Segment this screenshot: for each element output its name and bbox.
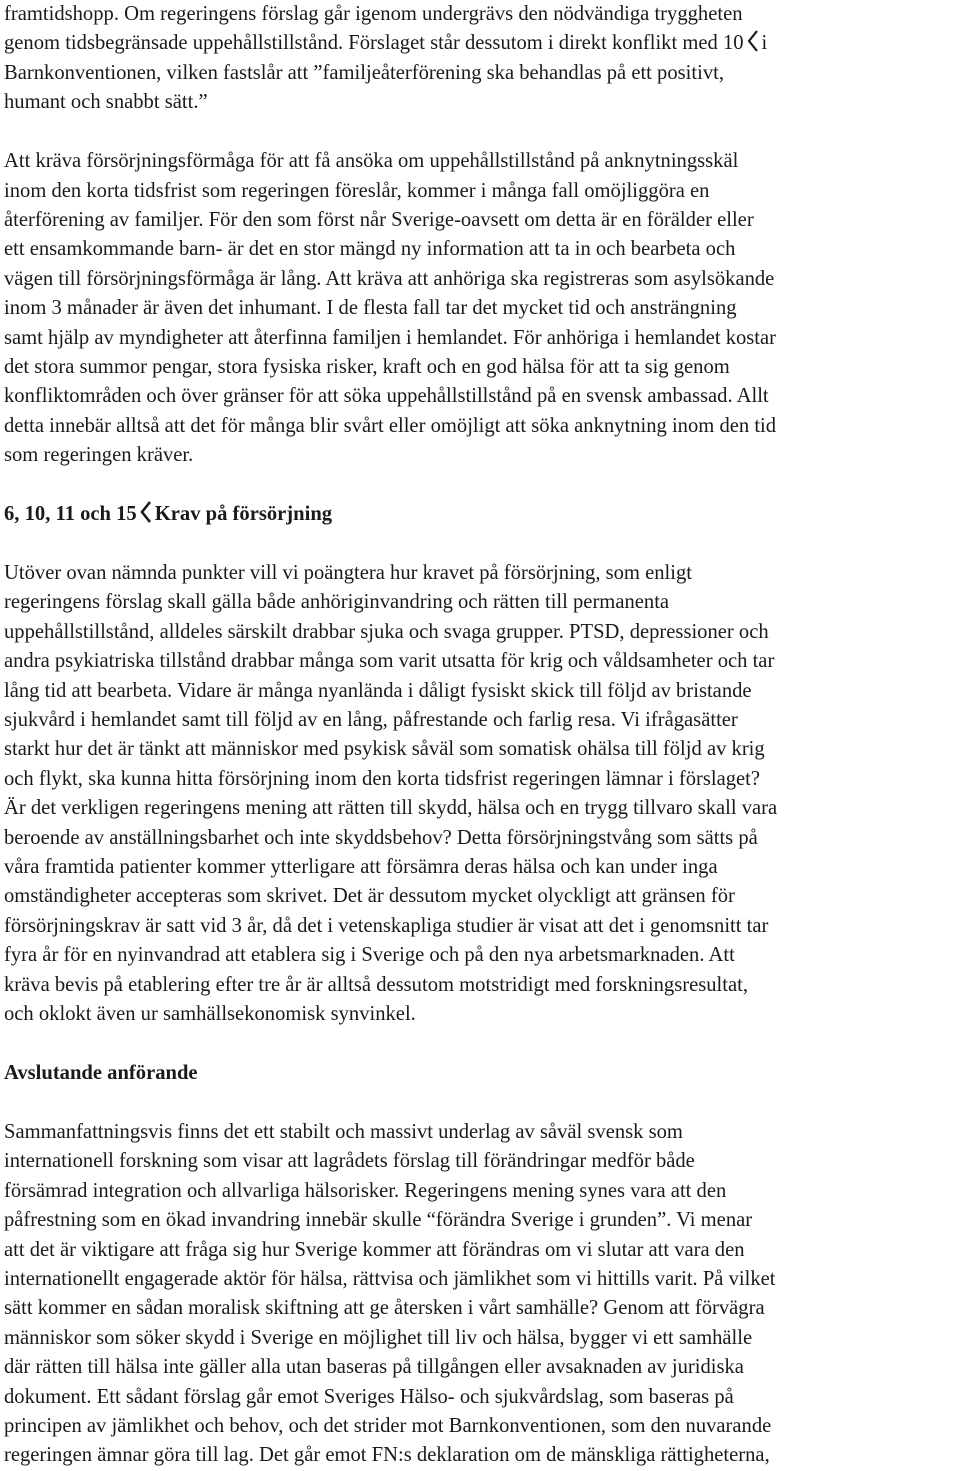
paragraph-support-requirement [4, 559, 958, 1030]
text-line: andra psykiatriska tillstånd drabbar många som varit utsatta för krig och våldsamheter och tar [4, 650, 775, 673]
text-segment: i [761, 32, 768, 55]
text-line: det stora summor pengar, stora fysiska risker, kraft och en god hälsa för att ta sig genom [4, 355, 730, 378]
text-line: internationell forskning som visar att lagrådets förslag till förändringar medför både [4, 1150, 695, 1173]
text-line: inom den korta tidsfrist som regeringen föreslår, kommer i många fall omöjliggöra en [4, 179, 710, 202]
text-line: humant och snabbt sätt.” [4, 91, 208, 114]
text-line [4, 29, 958, 58]
text-line: och oklokt även ur samhällsekonomisk synvinkel. [4, 1003, 416, 1026]
text-line: detta innebär alltså att det för många blir svårt eller omöjligt att söka anknytning inom den tid [4, 414, 777, 437]
section-heading-financial [4, 500, 958, 529]
text-line: Sammanfattningsvis finns det ett stabilt och massivt underlag av såväl svensk som [4, 1120, 683, 1143]
paragraph-financial-requirement [4, 147, 958, 470]
text-line: inom 3 månader är även det inhumant. I de flesta fall tar det mycket tid och ansträngning [4, 297, 737, 320]
text-line: försämrad integration och allvarliga hälsorisker. Regeringens mening synes vara att den [4, 1179, 727, 1202]
section-sign-icon [747, 30, 759, 52]
text-line: fyra år för en nyinvandrad att etablera sig i Sverige och på den nya arbetsmarknaden. Att [4, 944, 735, 967]
paragraph-gap [4, 1088, 958, 1118]
section-heading-conclusion: Avslutande anförande [4, 1062, 198, 1084]
text-line: principen av jämlikhet och behov, och det strider mot Barnkonventionen, som den nuvarande [4, 1414, 772, 1437]
text-line: Att kräva försörjningsförmåga för att få ansöka om uppehållstillstånd på anknytningsskäl [4, 150, 739, 173]
text-line: lång tid att bearbeta. Vidare är många nyanlända i dåligt fysiskt skick till följd av bristande [4, 679, 752, 702]
text-line: försörjningskrav är satt vid 3 år, då det i vetenskapliga studier är visat att det i genomsnitt tar [4, 914, 769, 937]
text-line: framtidshopp. Om regeringens förslag går igenom undergrävs den nödvändiga tryggheten [4, 3, 743, 25]
text-line: som regeringen kräver. [4, 444, 194, 467]
text-line: konfliktområden och över gränser för att söka uppehållstillstånd på en svensk ambassad. Allt [4, 385, 769, 408]
text-line: ett ensamkommande barn- är det en stor mängd ny information att ta in och bearbeta och [4, 238, 736, 261]
text-line: regeringen ämnar göra till lag. Det går emot FN:s deklaration om de mänskliga rättigheterna, [4, 1444, 770, 1467]
paragraph-intro [4, 0, 958, 118]
paragraph-gap [4, 1030, 958, 1060]
text-line: påfrestning som en ökad invandring innebär skulle “förändra Sverige i grunden”. Vi menar [4, 1209, 753, 1232]
text-line: omständigheter accepteras som skrivet. Det är dessutom mycket olyckligt att gränsen för [4, 885, 735, 908]
section-sign-icon [140, 501, 152, 523]
text-line: beroende av anställningsbarhet och inte skyddsbehov? Detta försörjningstvång som sätts på [4, 826, 758, 849]
text-line: kräva bevis på etablering efter tre år är alltså dessutom motstridigt med forskningsresultat, [4, 973, 749, 996]
text-line: Utöver ovan nämnda punkter vill vi poängtera hur kravet på försörjning, som enligt [4, 562, 693, 584]
text-line: sätt kommer en sådan moralisk skiftning att ge återsken i vårt samhälle? Genom att förvägra [4, 1297, 765, 1320]
paragraph-gap [4, 118, 958, 148]
heading-section-title: Krav på försörjning [154, 503, 333, 526]
document-page [4, 0, 958, 1471]
text-line: starkt hur det är tänkt att människor med psykisk såväl som somatisk ohälsa till följd av krig [4, 738, 765, 761]
text-line: och flykt, ska kunna hitta försörjning inom den korta tidsfrist regeringen lämnar i förslaget? [4, 767, 761, 790]
text-line: regeringens förslag skall gälla både anhöriginvandring och rätten till permanenta [4, 591, 670, 614]
text-line: Barnkonventionen, vilken fastslår att ”familjeåterförening ska behandlas på ett positivt, [4, 61, 724, 84]
heading-section-numbers: 6, 10, 11 och 15 [4, 503, 137, 526]
text-line: våra framtida patienter kommer ytterligare att försämra deras hälsa och kan under inga [4, 856, 718, 879]
text-line: samt hjälp av myndigheter att återfinna familjen i hemlandet. För anhöriga i hemlandet kostar [4, 326, 777, 349]
text-line: där rätten till hälsa inte gäller alla utan baseras på tillgången eller avsaknaden av juridiska [4, 1356, 744, 1379]
paragraph-gap [4, 471, 958, 501]
text-line: internationellt engagerade aktör för hälsa, rättvisa och jämlikhet som vi hittills varit. På vilket [4, 1267, 776, 1290]
text-segment: genom tidsbegränsade uppehållstillstånd. Förslaget står dessutom i direkt konflikt med 10 [4, 32, 744, 55]
text-line: dokument. Ett sådant förslag går emot Sveriges Hälso- och sjukvårdslag, som baseras på [4, 1385, 734, 1408]
text-line: vägen till försörjningsförmåga är lång. Att kräva att anhöriga ska registreras som asylsökande [4, 267, 775, 290]
text-line: sjukvård i hemlandet samt till följd av en lång, påfrestande och farlig resa. Vi ifrågasätter [4, 709, 738, 732]
text-line: återförening av familjer. För den som först når Sverige-oavsett om detta är en förälder eller [4, 208, 754, 231]
text-line: människor som söker skydd i Sverige en möjlighet till liv och hälsa, bygger vi ett samhälle [4, 1326, 753, 1349]
text-line: att det är viktigare att fråga sig hur Sverige kommer att förändras om vi slutar att vara den [4, 1238, 745, 1261]
text-line: Är det verkligen regeringens mening att rätten till skydd, hälsa och en trygg tillvaro skall vara [4, 797, 778, 820]
text-line: uppehållstillstånd, alldeles särskilt drabbar sjuka och svaga grupper. PTSD, depressioner och [4, 620, 769, 643]
paragraph-conclusion [4, 1118, 958, 1471]
paragraph-gap [4, 530, 958, 560]
